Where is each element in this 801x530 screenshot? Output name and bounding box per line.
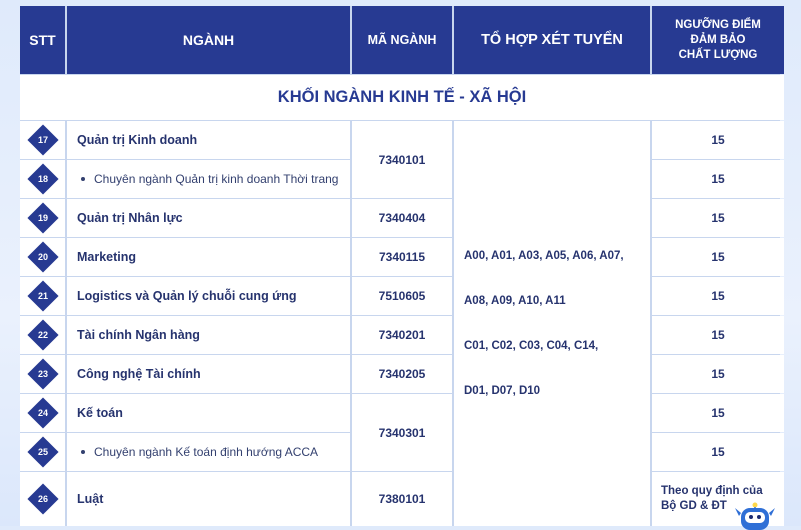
- header-stt: STT: [20, 6, 65, 74]
- stt-number: 19: [37, 212, 48, 223]
- stt-number: 23: [37, 368, 48, 379]
- bullet-icon: [81, 177, 85, 181]
- diamond-badge-icon: [27, 241, 58, 272]
- diamond-badge-icon: [27, 319, 58, 350]
- header-nguong-diem: [652, 6, 784, 74]
- diamond-badge-icon: [27, 280, 58, 311]
- header-nguong-line3: CHẤT LƯỢNG: [678, 48, 758, 61]
- header-to-hop: TỔ HỢP XÉT TUYỂN: [454, 6, 650, 74]
- stt-cell: [20, 238, 65, 276]
- program-name: Công nghệ Tài chính: [67, 355, 350, 393]
- stt-number: 22: [37, 329, 48, 340]
- threshold-score: 15: [652, 199, 784, 237]
- stt-number: 26: [37, 493, 48, 504]
- bullet-icon: [81, 450, 85, 454]
- program-code: 7340205: [352, 355, 452, 393]
- threshold-note-line2: Bộ GD & ĐT: [661, 500, 727, 512]
- program-code: 7380101: [352, 472, 452, 526]
- program-code: 7340404: [352, 199, 452, 237]
- group-title: KHỐI NGÀNH KINH TẾ - XÃ HỘI: [20, 75, 784, 120]
- stt-number: 25: [37, 446, 48, 457]
- program-code: 7510605: [352, 277, 452, 315]
- stt-cell: [20, 394, 65, 432]
- program-name: Tài chính Ngân hàng: [67, 316, 350, 354]
- stt-cell: [20, 121, 65, 159]
- stt-number: 18: [37, 173, 48, 184]
- diamond-badge-icon: [27, 202, 58, 233]
- program-code: 7340201: [352, 316, 452, 354]
- stt-cell: [20, 316, 65, 354]
- threshold-score: 15: [652, 277, 784, 315]
- stt-cell: [20, 199, 65, 237]
- subject-combinations: [454, 121, 650, 526]
- threshold-score: 15: [652, 433, 784, 471]
- diamond-badge-icon: [27, 124, 58, 155]
- program-code: 7340301: [352, 394, 452, 471]
- program-name: Kế toán: [67, 394, 350, 432]
- threshold-score: 15: [652, 355, 784, 393]
- program-specialization: [67, 433, 350, 471]
- program-specialization: [67, 160, 350, 198]
- program-code: 7340101: [352, 121, 452, 198]
- stt-cell: [20, 472, 65, 526]
- diamond-badge-icon: [27, 436, 58, 467]
- combination-line: D01, D07, D10: [464, 384, 541, 397]
- diamond-badge-icon: [27, 397, 58, 428]
- diamond-badge-icon: [27, 483, 58, 514]
- threshold-score: 15: [652, 121, 784, 159]
- header-ma-nganh: MÃ NGÀNH: [352, 6, 452, 74]
- threshold-score: 15: [652, 394, 784, 432]
- threshold-score: 15: [652, 238, 784, 276]
- threshold-note-line1: Theo quy định của: [661, 485, 763, 497]
- combination-line: A08, A09, A10, A11: [464, 294, 566, 307]
- specialization-label: Chuyên ngành Quản trị kinh doanh Thời trang: [94, 172, 339, 186]
- stt-number: 20: [37, 251, 48, 262]
- stt-number: 17: [37, 134, 48, 145]
- stt-cell: [20, 433, 65, 471]
- header-nguong-line2: ĐẢM BẢO: [690, 33, 746, 46]
- specialization-label: Chuyên ngành Kế toán định hướng ACCA: [94, 445, 319, 459]
- diamond-badge-icon: [27, 358, 58, 389]
- program-code: 7340115: [352, 238, 452, 276]
- stt-cell: [20, 160, 65, 198]
- header-nguong-line1: NGƯỠNG ĐIỂM: [675, 18, 761, 31]
- threshold-score: 15: [652, 316, 784, 354]
- program-name: Marketing: [67, 238, 350, 276]
- threshold-score: 15: [652, 160, 784, 198]
- stt-cell: [20, 277, 65, 315]
- stt-cell: [20, 355, 65, 393]
- program-name: Luật: [67, 472, 350, 526]
- header-nganh: NGÀNH: [67, 6, 350, 74]
- combination-line: A00, A01, A03, A05, A06, A07,: [464, 249, 624, 262]
- program-name: Logistics và Quản lý chuỗi cung ứng: [67, 277, 350, 315]
- combination-line: C01, C02, C03, C04, C14,: [464, 339, 599, 352]
- program-name: Quản trị Nhân lực: [67, 199, 350, 237]
- stt-number: 21: [37, 290, 48, 301]
- diamond-badge-icon: [27, 163, 58, 194]
- program-name: Quản trị Kinh doanh: [67, 121, 350, 159]
- stt-number: 24: [37, 407, 48, 418]
- admission-table: [20, 6, 780, 526]
